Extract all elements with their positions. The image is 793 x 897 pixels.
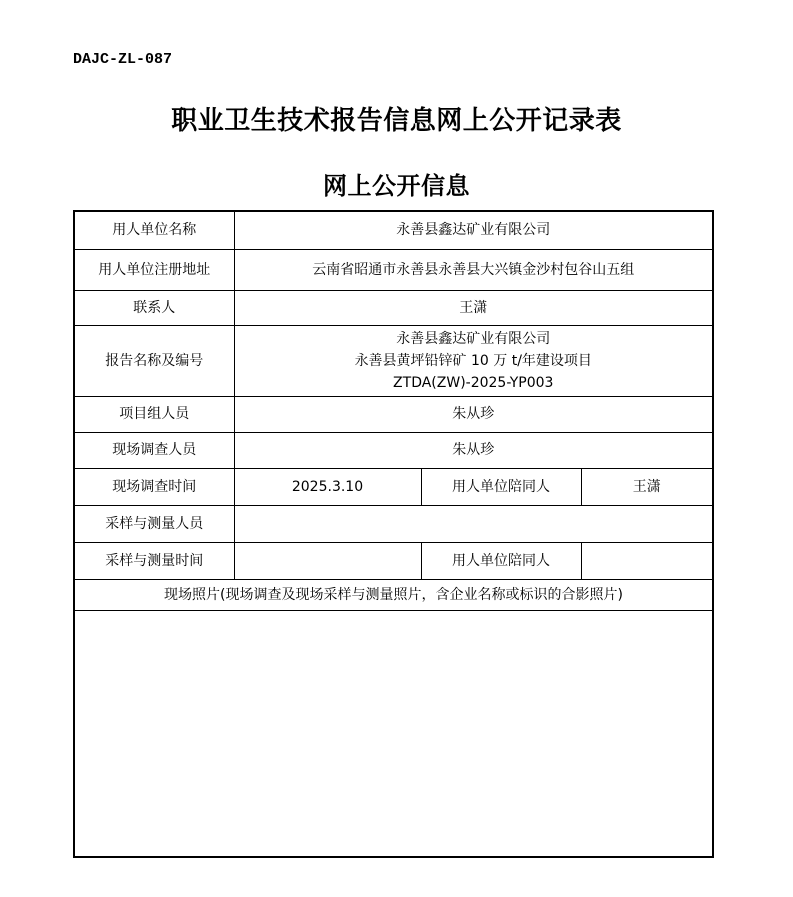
photos-area bbox=[74, 611, 713, 858]
doc-code: DAJC-ZL-087 bbox=[73, 51, 173, 68]
employer-name-label: 用人单位名称 bbox=[74, 211, 234, 250]
report-value bbox=[234, 326, 713, 397]
row-employer-address bbox=[74, 250, 713, 291]
sampling-escort-label: 用人单位陪同人 bbox=[421, 543, 581, 580]
row-report-name-number bbox=[74, 326, 713, 397]
row-project-team bbox=[74, 397, 713, 433]
contact-value: 王潇 bbox=[234, 291, 713, 326]
row-survey-time bbox=[74, 469, 713, 506]
report-project-line: 永善县黄坪铅锌矿 10 万 t/年建设项目 bbox=[354, 353, 592, 369]
sampling-time-label: 采样与测量时间 bbox=[74, 543, 234, 580]
page-title: 职业卫生技术报告信息网上公开记录表 bbox=[171, 106, 622, 136]
sampling-time-value bbox=[234, 543, 421, 580]
row-sampling-staff bbox=[74, 506, 713, 543]
survey-staff-label: 现场调查人员 bbox=[74, 433, 234, 469]
sampling-staff-label: 采样与测量人员 bbox=[74, 506, 234, 543]
row-employer-name bbox=[74, 211, 713, 250]
employer-address-label: 用人单位注册地址 bbox=[74, 250, 234, 291]
page-subtitle: 网上公开信息 bbox=[323, 172, 470, 200]
report-label: 报告名称及编号 bbox=[74, 326, 234, 397]
row-sampling-time bbox=[74, 543, 713, 580]
survey-staff-value: 朱从珍 bbox=[234, 433, 713, 469]
report-company-line: 永善县鑫达矿业有限公司 bbox=[396, 331, 551, 347]
sampling-escort-value bbox=[581, 543, 713, 580]
project-team-value: 朱从珍 bbox=[234, 397, 713, 433]
sampling-staff-value bbox=[234, 506, 713, 543]
survey-escort-value: 王潇 bbox=[581, 469, 713, 506]
survey-time-label: 现场调查时间 bbox=[74, 469, 234, 506]
employer-name-value: 永善县鑫达矿业有限公司 bbox=[234, 211, 713, 250]
row-contact bbox=[74, 291, 713, 326]
record-table bbox=[73, 210, 714, 858]
survey-escort-label: 用人单位陪同人 bbox=[421, 469, 581, 506]
project-team-label: 项目组人员 bbox=[74, 397, 234, 433]
photos-caption: 现场照片(现场调查及现场采样与测量照片，含企业名称或标识的合影照片) bbox=[74, 580, 713, 611]
employer-address-value: 云南省昭通市永善县永善县大兴镇金沙村包谷山五组 bbox=[234, 250, 713, 291]
report-number-line: ZTDA(ZW)-2025-YP003 bbox=[393, 375, 554, 391]
contact-label: 联系人 bbox=[74, 291, 234, 326]
survey-time-value: 2025.3.10 bbox=[234, 469, 421, 506]
row-survey-staff bbox=[74, 433, 713, 469]
row-photos-caption bbox=[74, 580, 713, 611]
row-photos-area bbox=[74, 611, 713, 858]
